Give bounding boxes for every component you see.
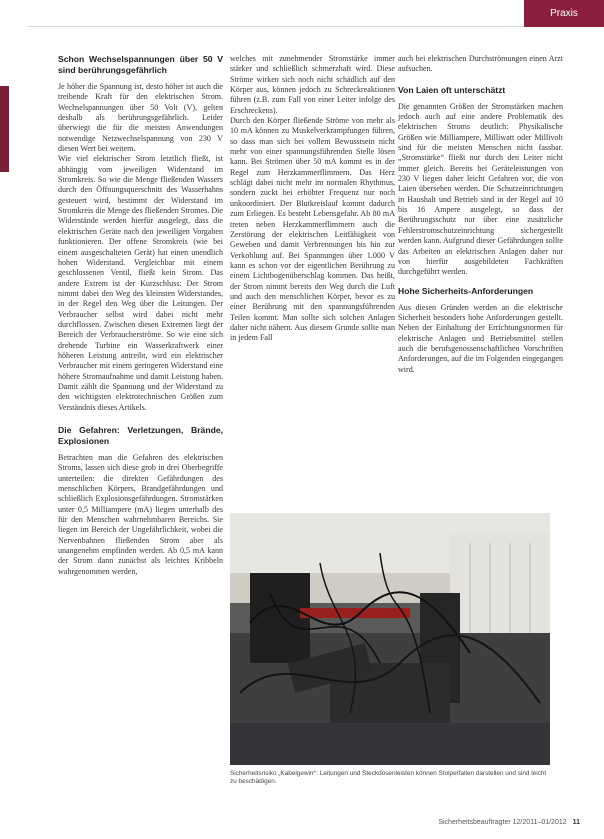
section-tab: Praxis — [524, 0, 604, 27]
paragraph: Wie viel elektrischer Strom letztlich fließt, ist abhängig vom jeweiligen Widerstand im Stromkreis. So wie die Menge fließenden Wassers durch den Öffnungsquerschnitt des Wasserhahns gesteuert wird, bestimmt der Widerstand im Stromkreis die Menge des fließenden Stromes. Die Widerstände werden hierfür ausgelegt, dass die elektrischen Geräte nach den jeweiligen Vorgaben funktionieren. Der offene Stromkreis (wie bei einem ausgeschalteten Gerät) hat einen unendlich hohen Widerstand. Vergleichbar mit einem geschlossenen Ventil, fließt kein Strom. Das andere Extrem ist der Kurzschluss: Der Strom nimmt dabei den Weg des kleinsten Widerstandes, in der Regel den Weg über die Leitungen. Der Verbraucher selbst wird dabei nicht mehr durchflossen. Zwischen diesen Extremen liegt der Bereich der Verbraucherströme. So wie eine sich drehende Turbine ein Wasserkraftwerk einer höheren Leistung antreibt, wird ein elektrischer Verbraucher mit einem geringeren Widerstand eine höhere Stromaufnahme und damit Leistung haben. Damit zählt die Spannung und der Widerstand zu den wichtigsten elektrotechnischen Größen zum Verständnis dieses Artikels. — [58, 154, 223, 412]
paragraph: Durch den Körper fließende Ströme von mehr als 10 mA können zu Muskelverkrampfungen führen, so dass man sich bei vollem Bewusstsein nicht mehr von einer spannungsführenden Stelle lösen kann. Bei Strömen über 50 mA kommt es in der Regel zum Herzkammerflimmern. Das Herz schlägt dabei nicht mehr im normalen Rhythmus, sondern zuckt bei erhöhter Frequenz nur noch unkoordiniert. Der Blutkreislauf kommt dadurch zum Erliegen. Es besteht Lebensgefahr. Ab 80 mA treten neben Herzkammerflimmern auch die Zerstörung der elektrischen Leitfähigkeit von Geweben und damit Verbrennungen bis hin zur Verkohlung auf. Bei Spannungen über 1.000 V kann es schon vor der eigentlichen Berührung zu einem Lichtbogenüberschlag kommen. Das heißt, der Strom nimmt bereits den Weg durch die Luft und auch den menschlichen Körper, bevor es zu einer Berührung mit den spannungsführenden Teilen kommt. Man sollte sich solchen Anlagen daher nicht nähern. Aus diesem Grunde sollte man in jedem Fall — [230, 116, 395, 343]
column-3 — [398, 54, 563, 375]
paragraph: Betrachten man die Gefahren des elektrischen Stroms, lassen sich diese grob in drei Oberbegriffe unterteilen: die direkten Gefährdungen des menschlichen Körpers, Brandgefährdungen und schließlich Explosionsgefährdungen. Stromstärken unter 0,5 Milliampere (mA) liegen unterhalb des für den Menschen wahrnehmbaren Bereichs. Sie liegen im Bereich der Ungefährlichkeit, wobei die Nervenbahnen fließenden Strom aber als unangenehm empfinden werden. Ab 0,5 mA kann der Strom dann zunächst als leichtes Kribbeln wahrgenommen werden, — [58, 453, 223, 576]
paragraph: Je höher die Spannung ist, desto höher ist auch die treibende Kraft für den elektrischen Strom. Wechselspannungen über 50 Volt (V), gelten deshalb als berührungsgefährlich. Leider überwiegt die für die meisten Anwendungen notwendige Netzwechselspannung von 230 V diesen Wert bei weitem. — [58, 82, 223, 154]
column-2 — [230, 54, 395, 344]
paragraph: welches mit zunehmender Stromstärke immer stärker und schließlich schmerzhaft wird. Diese Ströme wirken sich noch nicht schädlich auf den Körper aus, können jedoch zu Schreckreaktionen führen (z.B. zum Fall von einer Leiter infolge des Erschreckens). — [230, 54, 395, 115]
page-footer — [400, 819, 580, 826]
paragraph: Die genannten Größen der Stromstärken machen jedoch auch auf eine andere Problematik des elektrischen Stroms deutlich: Physikalische Größen wie Milliampere, Milliwatt oder Millivolt sind für die meisten Menschen nicht fassbar. „Stromstärke“ fließt nur durch den Leiter nicht immer gleich. Bereits bei Geräteleistungen von 230 V liegen daher leicht Gefahren vor, die von Laien übersehen werden. Die Schutzeinrichtungen in Haushalt und Betrieb sind in der Regel auf 10 bis 16 Ampere ausgelegt, so dass der Berührungsschutz nur über eine zusätzliche Fehlerstromschutzeinrichtung sichergestellt werden kann. Aufgrund dieser Gefährdungen sollte das Arbeiten an elektrischen Anlagen daher nur von hierfür ausgebildeten Fachkräften durchgeführt werden. — [398, 101, 563, 277]
column-1 — [58, 54, 223, 577]
heading-high-voltage: Schon Wechselspannungen über 50 V sind berührungsgefährlich — [58, 54, 223, 75]
journal-name: Sicherheitsbeauftragter 12/2011–01/2012 — [438, 819, 567, 826]
page-number: 11 — [572, 819, 580, 826]
figure-caption: Sicherheitsrisiko „Kabelgewirr“: Leitungen und Steckdosenleisten können Stolperfallen darstellen und sind leicht zu beschädigen. — [230, 770, 547, 786]
heading-dangers: Die Gefahren: Verletzungen, Brände, Explosionen — [58, 425, 223, 446]
paragraph: auch bei elektrischen Durchströmungen einen Arzt aufsuchen. — [398, 54, 563, 74]
heading-underestimated: Von Laien oft unterschätzt — [398, 84, 506, 95]
page-accent-bar — [0, 86, 9, 172]
header-rule — [28, 0, 524, 27]
heading-safety-requirements: Hohe Sicherheits-Anforderungen — [398, 285, 534, 296]
paragraph: Aus diesen Gründen werden an die elektrische Sicherheit besonders hohe Anforderungen gestellt. Neben der Einhaltung der Errichtungsnormen für elektrische Anlagen und Betriebsmittel stellen auch die berufsgenossenschaftlichen Vorschriften Anforderungen, auf die im Folgenden eingegangen wird. — [398, 302, 563, 374]
cable-clutter-photo — [230, 513, 550, 765]
